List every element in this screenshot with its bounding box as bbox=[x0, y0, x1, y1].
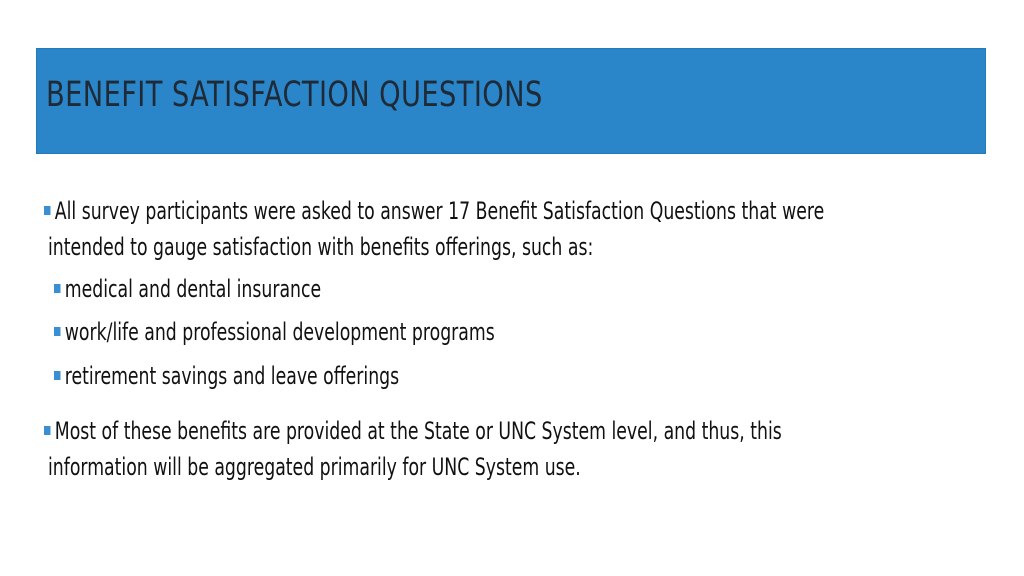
bullet-1-text-2: intended to gauge satisfaction with benefits offerings, such as: bbox=[48, 233, 594, 261]
bullet-1-line-1 bbox=[44, 196, 824, 226]
bullet-1-text-1: All survey participants were asked to answer 17 Benefit Satisfaction Questions that were bbox=[54, 197, 825, 225]
square-bullet-icon bbox=[44, 206, 50, 215]
square-bullet-icon bbox=[44, 426, 50, 435]
sub-bullet-1-text: medical and dental insurance bbox=[64, 275, 322, 303]
sub-bullet-3-text: retirement savings and leave offerings bbox=[64, 362, 400, 390]
bullet-2-text-2: information will be aggregated primarily for UNC System use. bbox=[48, 453, 581, 481]
square-bullet-icon bbox=[54, 371, 60, 380]
slide-title: BENEFIT SATISFACTION QUESTIONS bbox=[46, 75, 543, 115]
bullet-1-line-2 bbox=[48, 232, 593, 262]
bullet-2-line-1 bbox=[44, 416, 782, 446]
sub-bullet-2 bbox=[54, 317, 495, 347]
title-bar bbox=[36, 48, 986, 154]
sub-bullet-3 bbox=[54, 361, 399, 391]
bullet-2-text-1: Most of these benefits are provided at the State or UNC System level, and thus, this bbox=[54, 417, 782, 445]
sub-bullet-1 bbox=[54, 274, 321, 304]
bullet-2-line-2 bbox=[48, 452, 581, 482]
square-bullet-icon bbox=[54, 327, 60, 336]
square-bullet-icon bbox=[54, 284, 60, 293]
sub-bullet-2-text: work/life and professional development programs bbox=[64, 318, 495, 346]
